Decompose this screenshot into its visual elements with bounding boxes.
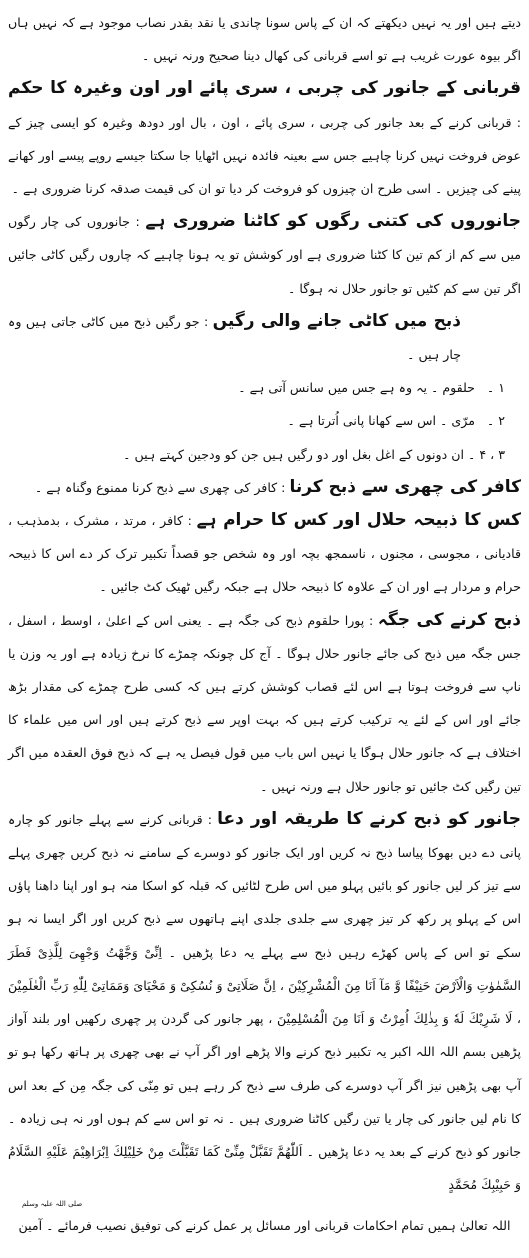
list-number: ۲ ۔ — [486, 413, 505, 429]
list-number: ۳ ، ۴ ۔ — [468, 446, 505, 462]
section-body: : جانوروں کی چار رگوں میں سے کم از کم تین کا کٹنا ضروری ہے اور کوشش تو یہ ہونا چاہیے کہ چاروں رگیں کاٹی جائیں اگر تین سے کم کٹیں تو جانور حلال نہ ہوگا ۔ — [8, 214, 521, 296]
list-text: ان دونوں کے اغل بغل اور دو رگیں ہیں جن کو ودجین کہتے ہیں ۔ — [123, 446, 464, 462]
section-body: : پورا حلقوم ذبح کی جگہ ہے ۔ یعنی اس کے اعلیٰ ، اوسط ، اسفل ، جس جگہ میں ذبح کی جائے جانور حلال ہوگا ۔ آج کل چونکہ چمڑے کا نرخ زیادہ ہے اور یہ وزن یا ناپ سے فروخت ہوتا ہے اس لئے قصاب کوشش کرتے ہیں کہ کسی طرح چمڑے کی مقدار بڑھ جائے اور اس کے لئے یہ ترکیب کرتے ہیں کہ بہت اوپر سے ذبح کرتے ہیں اور اس میں علماء کا اختلاف ہے کہ جانور حلال ہوگا یا نہیں اس باب میں قول فیصل یہ ہے کہ ذبح فوق العقدہ میں اگر تین رگیں کٹ جائیں تو جانور حلال ہے ورنہ نہیں ۔ — [8, 612, 521, 794]
arabic-dua-after: اَللّٰهُمَّ تَقَبَّلْ مِنِّیْ کَمَا تَقَبَّلْتَ مِنْ خَلِیْلِكَ اِبْرَاهِیْمَ عَلَیْهِ السَّلَامُ وَ حَبِیْبِكَ مُحَمَّدٍ — [8, 1143, 521, 1193]
section-body: : کافر ، مرتد ، مشرک ، بدمذہب ، قادیانی ، مجوسی ، مجنوں ، ناسمجھ بچہ اور وہ شخص جو قصداً تکبیر ترک کر دے اس کا ذبیحہ حرام و مردار ہے اور ان کے علاوہ کا ذبیحہ حلال ہے جبکہ رگیں ٹھیک کٹ جائیں ۔ — [8, 513, 521, 595]
veins-list — [8, 371, 521, 471]
section-kafir-knife — [8, 471, 521, 504]
list-item — [8, 438, 505, 471]
section-veins-count — [8, 205, 521, 305]
section-halal-haram — [8, 504, 521, 604]
section-heading: ذبح میں کاٹی جانے والی رگیں — [212, 310, 461, 331]
intro-paragraph: دیتے ہیں اور یہ نہیں دیکھتے کہ ان کے پاس سونا چاندی یا نقد بقدر نصاب موجود ہے کہ نہیں ہاں اگر بیوہ عورت غریب ہے تو اسے قربانی کی کھال دینا صحیح ورنہ نہیں ۔ — [8, 15, 521, 64]
section-heading: کافر کی چھری سے ذبح کرنا — [289, 476, 521, 497]
section-heading: جانوروں کی کتنی رگوں کو کاٹنا ضروری ہے — [145, 211, 521, 232]
list-item — [8, 371, 505, 404]
closing-prayer: اللہ تعالیٰ ہمیں تمام احکامات قربانی اور مسائل پر عمل کرنے کی توفیق نصیب فرمائے ۔ آمین — [18, 1218, 511, 1234]
section-body: : جو رگیں ذبح میں کاٹی جاتی ہیں وہ چار ہیں ۔ — [8, 313, 461, 363]
list-text: حلقوم ۔ یہ وہ ہے جس میں سانس آتی ہے ۔ — [238, 380, 475, 396]
section-heading: ذبح کرنے کی جگہ — [377, 609, 521, 630]
section-fat-and-wool — [8, 72, 521, 205]
section-method-and-dua — [8, 803, 521, 1201]
section-body: : کافر کی چھری سے ذبح کرنا ممنوع وگناہ ہے ۔ — [34, 479, 286, 495]
arabic-dua-before: اِنِّیْ وَجَّهْتُ وَجْهِیَ لِلَّذِیْ فَطَرَ السَّمٰوٰتِ وَالْاَرْضَ حَنِیْفًا وَّ مَآ اَنَا مِنَ الْمُشْرِکِیْنَ ، اِنَّ صَلَاتِیْ وَ نُسُکِیْ وَ مَحْیَایَ وَمَمَاتِیْ لِلّٰهِ رَبِّ الْعٰلَمِیْنَ ، لَا شَرِیْكَ لَهٗ وَ بِذٰلِكَ اُمِرْتُ وَ اَنَا مِنَ الْمُسْلِمِیْنَ ، — [8, 944, 522, 1027]
list-text: مرّی ۔ اس سے کھانا پانی اُترتا ہے ۔ — [287, 413, 475, 429]
list-item — [8, 404, 505, 437]
list-number: ۱ ۔ — [486, 380, 505, 396]
section-heading: جانور کو ذبح کرنے کا طریقہ اور دعا — [217, 808, 521, 829]
section-heading: کس کا ذبیحہ حلال اور کس کا حرام ہے — [196, 510, 521, 531]
section-veins-cut — [8, 305, 521, 371]
section-slaughter-place — [8, 604, 521, 803]
method-continued: پھر جانور کی گردن پر چھری رکھیں اور بلند آواز پڑھیں بسم اللہ اللہ اکبر یہ تکبیر ذبح کرنے والا پڑھے اور اگر آپ نے بھی چھری پر ہاتھ رکھا ہو تو آپ بھی پڑھیں نیز اگر آپ دوسرے کی طرف سے ذبح کر رہے ہیں تو مِنّی کی جگہ مِن کے بعد اس کا نام لیں جانور کی چار یا تین رگیں کاٹنا ضروری ہیں ۔ نہ تو اس سے کم ہوں اور نہ ہی زیادہ ۔ جانور کو ذبح کرنے کے بعد یہ دعا پڑھیں ۔ — [8, 1011, 521, 1159]
salutation-mark: صلی اللہ علیہ وسلم — [22, 1200, 83, 1209]
section-heading: قربانی کے جانور کی چربی ، سری پائے اور اون وغیرہ کا حکم — [8, 78, 521, 99]
section-body: : قربانی کرنے سے پہلے جانور کو چارہ پانی دے دیں بھوکا پیاسا ذبح نہ کریں اور ایک جانور کو دوسرے کے سامنے نہ ذبح کریں چھری پہلے سے تیز کر لیں جانور کو بائیں پہلو میں اس طرح لٹائیں کہ قبلہ کو اسکا منہ ہو اور اپنا داھنا پاؤں اس کے پہلو پر رکھ کر تیز چھری سے جلدی جلدی اپنے ہاتھوں سے ذبح کریں اور اگر ایسا نہ ہو سکے تو اس کے پاس کھڑے رہیں ذبح سے پہلے یہ دعا پڑھیں ۔ — [8, 811, 521, 960]
section-body: : قربانی کرنے کے بعد جانور کی چربی ، سری پائے ، اون ، بال اور دودھ وغیرہ کو ایسی چیز کے عوض فروخت نہیں کرنا چاہیے جس سے بعینہ فائدہ نہیں اٹھایا جا سکتا جیسے روپے پیسے اور کھانے پینے کی چیزیں ۔ اسی طرح ان چیزوں کو فروخت کر دیا تو ان کی قیمت صدقہ کرنا ضروری ہے ۔ — [8, 114, 521, 197]
